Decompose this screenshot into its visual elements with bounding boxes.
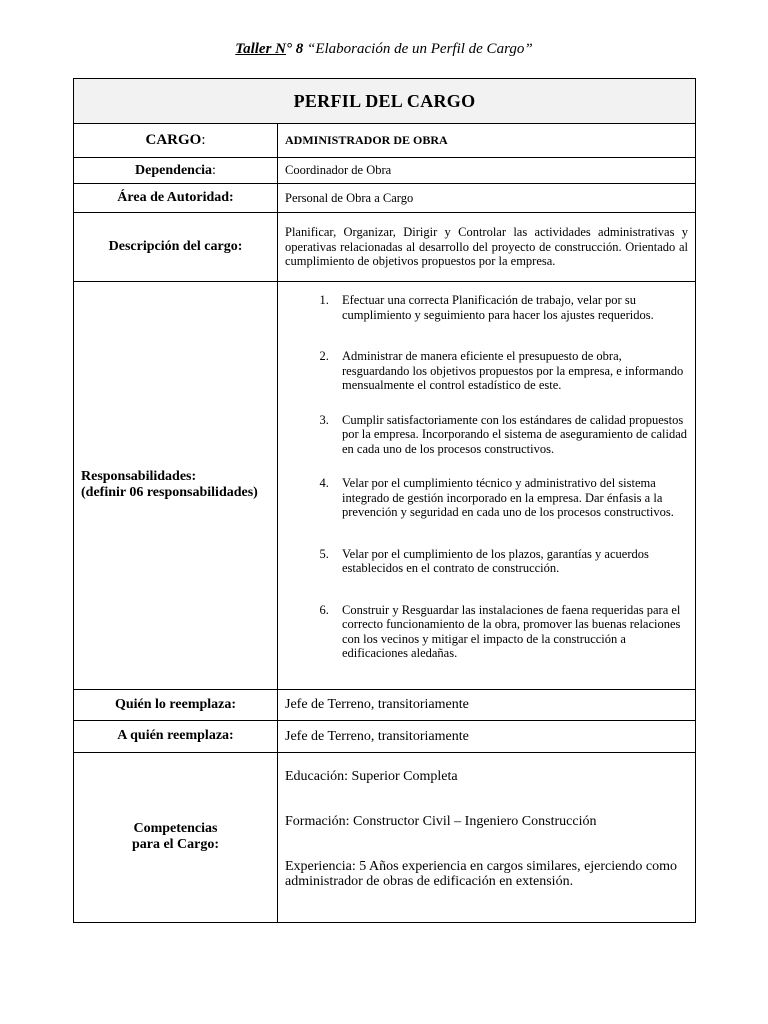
competencias-row — [74, 752, 696, 922]
descripcion-row — [74, 213, 696, 282]
dependencia-row — [74, 158, 696, 184]
taller-label: Taller N — [235, 41, 286, 57]
descripcion-value: Planificar, Organizar, Dirigir y Controlar las actividades administrativas y operativas relacionadas al desarrollo del proyecto de construcción. Orientado al cumplimiento de objetivos propuestos por la empresa. — [278, 213, 696, 282]
responsabilidades-cell — [278, 282, 696, 690]
formacion-text: Formación: Constructor Civil – Ingeniero Construcción — [285, 813, 597, 829]
taller-number: 8 — [295, 41, 304, 57]
competencias-label-cell — [74, 752, 278, 922]
title-row — [74, 79, 696, 124]
a-quien-reemplaza-label: A quién reemplaza: — [74, 720, 278, 752]
list-item: 4. Velar por el cumplimiento técnico y administrativo del sistema integrado de gestión incorporado en la empresa. Dar énfasis a la prevención y seguridad en cada uno de los procesos constructivos. — [332, 476, 689, 520]
descripcion-label: Descripción del cargo: — [74, 213, 278, 282]
responsabilidades-row — [74, 282, 696, 690]
quien-reemplaza-row — [74, 689, 696, 720]
cargo-value: ADMINISTRADOR DE OBRA — [278, 124, 696, 158]
dependencia-colon: : — [212, 162, 216, 178]
competencias-cell — [278, 752, 696, 922]
quien-reemplaza-label: Quién lo reemplaza: — [74, 689, 278, 720]
taller-subtitle: “Elaboración de un Perfil de Cargo” — [307, 41, 533, 57]
dependencia-label: Dependencia — [135, 162, 213, 178]
list-item: 3. Cumplir satisfactoriamente con los estándares de calidad propuestos por la empresa. Incorporando el sistema de aseguramiento de calidad en cada uno de los procesos constructivos. — [332, 413, 689, 457]
dependencia-label-cell — [74, 158, 278, 184]
responsabilidades-list — [278, 282, 695, 689]
cargo-label-cell — [74, 124, 278, 158]
area-autoridad-value: Personal de Obra a Cargo — [278, 184, 696, 213]
perfil-table — [73, 78, 696, 923]
page-heading — [0, 41, 768, 58]
educacion-text: Educación: Superior Completa — [285, 768, 458, 784]
area-autoridad-label: Área de Autoridad: — [74, 184, 278, 213]
responsabilidades-sublabel: (definir 06 responsabilidades) — [81, 485, 258, 501]
responsabilidades-label-cell — [74, 282, 278, 690]
list-item: 2. Administrar de manera eficiente el presupuesto de obra, resguardando los objetivos propuestos por la empresa, e informando mensualmente el control estadístico de este. — [332, 349, 689, 393]
taller-degree: ° — [286, 41, 292, 57]
a-quien-reemplaza-value: Jefe de Terreno, transitoriamente — [278, 720, 696, 752]
competencias-sublabel: para el Cargo: — [131, 837, 220, 852]
experiencia-text: Experiencia: 5 Años experiencia en cargos similares, ejerciendo como administrador de obras de edificación en extensión. — [285, 858, 677, 889]
competencias-label: Competencias — [133, 821, 218, 836]
table-title: PERFIL DEL CARGO — [74, 79, 696, 124]
area-autoridad-row — [74, 184, 696, 213]
list-item: 6. Construir y Resguardar las instalaciones de faena requeridas para el correcto funcionamiento de la obra, promover las buenas relaciones con los vecinos y mitigar el impacto de la construcción a edificaciones aledañas. — [332, 603, 689, 661]
responsabilidades-label: Responsabilidades: — [81, 469, 197, 485]
dependencia-value: Coordinador de Obra — [278, 158, 696, 184]
a-quien-reemplaza-row — [74, 720, 696, 752]
list-item: 5. Velar por el cumplimiento de los plazos, garantías y acuerdos establecidos en el contrato de construcción. — [332, 547, 689, 576]
list-item: 1. Efectuar una correcta Planificación de trabajo, velar por su cumplimiento y seguimiento para hacer los ajustes requeridos. — [332, 293, 689, 322]
cargo-colon: : — [201, 132, 206, 148]
quien-reemplaza-value: Jefe de Terreno, transitoriamente — [278, 689, 696, 720]
cargo-label: CARGO — [145, 132, 202, 148]
cargo-row — [74, 124, 696, 158]
